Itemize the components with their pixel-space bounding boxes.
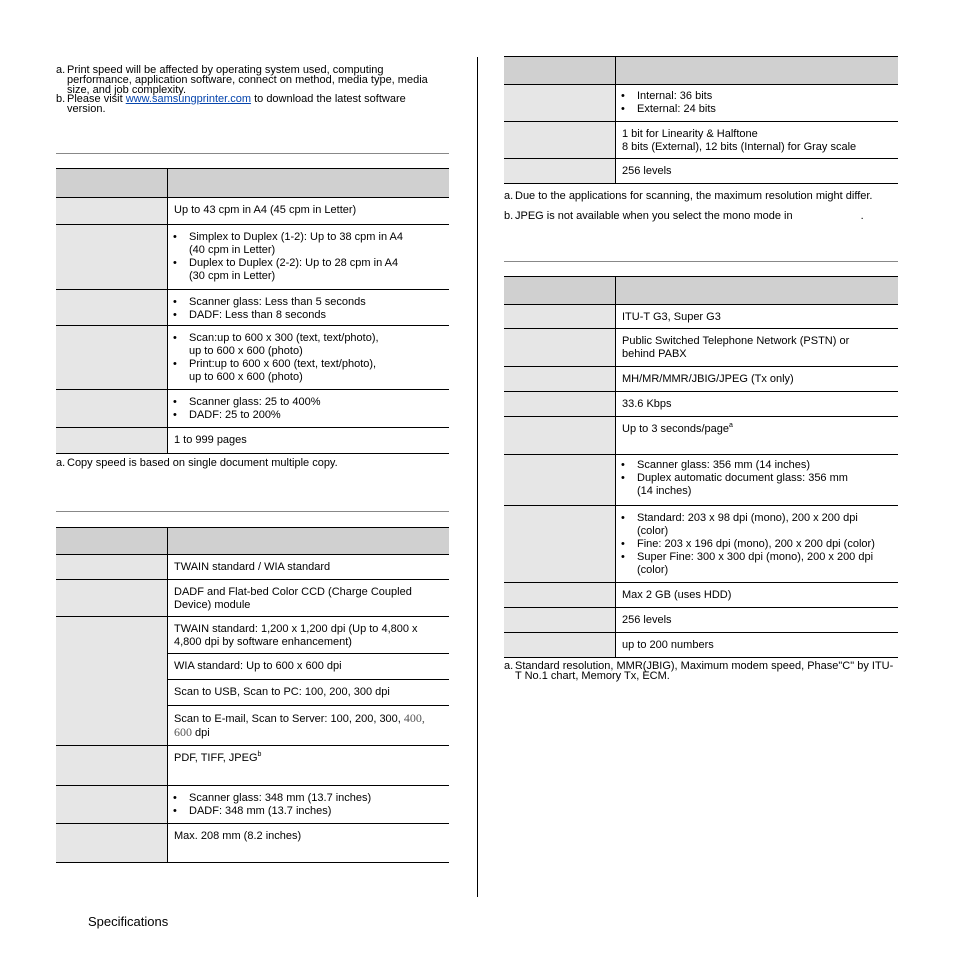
print-footnote-a: a. Print speed will be affected by operating system used, computing performance, application software, connect on method, media type, media size, and job complexity.	[56, 64, 428, 96]
list-item: • Fine: 203 x 196 dpi (mono), 200 x 200 dpi (color)	[621, 538, 892, 551]
list-item: • Scanner glass: Less than 5 seconds	[173, 296, 443, 309]
list-item: • Duplex automatic document glass: 356 mm (14 inches)	[621, 472, 892, 498]
scan-table-header	[56, 528, 449, 555]
table-row: 256 levels	[504, 608, 898, 633]
samsung-printer-link[interactable]: www.samsungprinter.com	[125, 93, 252, 105]
list-item: • Scan:up to 600 x 300 (text, text/photo), up to 600 x 600 (photo)	[173, 332, 443, 358]
page-footer: Specifications	[88, 914, 169, 929]
table-row: TWAIN standard / WIA standard	[56, 555, 449, 580]
table-row	[504, 455, 898, 506]
table-row: DADF and Flat-bed Color CCD (Charge Coupled Device) module	[56, 580, 449, 617]
copy-footnote-a: a. Copy speed is based on single document multiple copy.	[56, 457, 338, 469]
list-item: • Print:up to 600 x 600 (text, text/photo), up to 600 x 600 (photo)	[173, 358, 443, 384]
list-item: • Duplex to Duplex (2-2): Up to 28 cpm in A4 (30 cpm in Letter)	[173, 257, 443, 283]
table-row: up to 200 numbers	[504, 633, 898, 658]
table-row: Max. 208 mm (8.2 inches)	[56, 824, 449, 863]
table-row: Up to 3 seconds/page$^a$	[504, 417, 898, 455]
table-row: MH/MR/MMR/JBIG/JPEG (Tx only)	[504, 367, 898, 392]
copy-spec-table	[56, 168, 449, 454]
table-row	[56, 290, 449, 326]
list-item: • Scanner glass: 348 mm (13.7 inches)	[173, 792, 443, 805]
fax-spec-table	[504, 276, 898, 658]
table-row	[504, 85, 898, 122]
table-row: PDF, TIFF, JPEG$^b$	[56, 746, 449, 786]
scan-depth-table	[504, 56, 898, 184]
table-row: TWAIN standard: 1,200 x 1,200 dpi (Up to 4,800 x 4,800 dpi by software enhancement)	[56, 617, 449, 654]
table-row: 1 bit for Linearity & Halftone 8 bits (External), 12 bits (Internal) for Gray scale	[504, 122, 898, 159]
list-item: • Scanner glass: 356 mm (14 inches)	[621, 459, 892, 472]
column-divider	[477, 57, 478, 897]
list-item: • DADF: 348 mm (13.7 inches)	[173, 805, 443, 818]
fax-table-header	[504, 277, 898, 305]
list-item: • Super Fine: 300 x 300 dpi (mono), 200 x 200 dpi (color)	[621, 551, 892, 577]
list-item: • DADF: 25 to 200%	[173, 409, 443, 422]
print-footnote-b: b. Please visit www.samsungprinter.com to download the latest software version.	[56, 93, 406, 115]
copy-section-rule	[56, 153, 449, 154]
list-item: • Simplex to Duplex (1-2): Up to 38 cpm in A4 (40 cpm in Letter)	[173, 231, 443, 257]
table-row	[56, 786, 449, 824]
table-row	[56, 225, 449, 290]
list-item: • Standard: 203 x 98 dpi (mono), 200 x 200 dpi (color)	[621, 512, 892, 538]
table-row: ITU-T G3, Super G3	[504, 305, 898, 329]
list-item: • DADF: Less than 8 seconds	[173, 309, 443, 322]
table-row: Up to 43 cpm in A4 (45 cpm in Letter)	[56, 198, 449, 225]
scan-footnote-a: a. Due to the applications for scanning, the maximum resolution might differ.	[504, 190, 873, 202]
table-row	[56, 326, 449, 390]
scan-section-rule	[56, 511, 449, 512]
list-item: • Internal: 36 bits	[621, 90, 892, 103]
scan-spec-table	[56, 527, 449, 863]
scan-footnote-b: b. JPEG is not available when you select the mono mode in .	[504, 210, 864, 222]
table-row	[56, 390, 449, 428]
table-row: 33.6 Kbps	[504, 392, 898, 417]
fax-section-rule	[504, 261, 898, 262]
table-row: WIA standard: Up to 600 x 600 dpi	[56, 654, 449, 680]
table-row: Max 2 GB (uses HDD)	[504, 583, 898, 608]
list-item: • Scanner glass: 25 to 400%	[173, 396, 443, 409]
table-row: Public Switched Telephone Network (PSTN) or behind PABX	[504, 329, 898, 367]
table-row: Scan to USB, Scan to PC: 100, 200, 300 dpi	[56, 680, 449, 706]
list-item: • External: 24 bits	[621, 103, 892, 116]
table-row: Scan to E-mail, Scan to Server: 100, 200, 300, 400, 600 dpi	[56, 706, 449, 746]
table-row: 1 to 999 pages	[56, 428, 449, 454]
fax-footnote-a: a. Standard resolution, MMR(JBIG), Maximum modem speed, Phase"C" by ITU-T No.1 chart, Memory Tx, ECM.	[504, 660, 894, 682]
scan-depth-header	[504, 57, 898, 85]
copy-table-header	[56, 169, 449, 198]
table-row: 256 levels	[504, 159, 898, 184]
table-row	[504, 506, 898, 583]
